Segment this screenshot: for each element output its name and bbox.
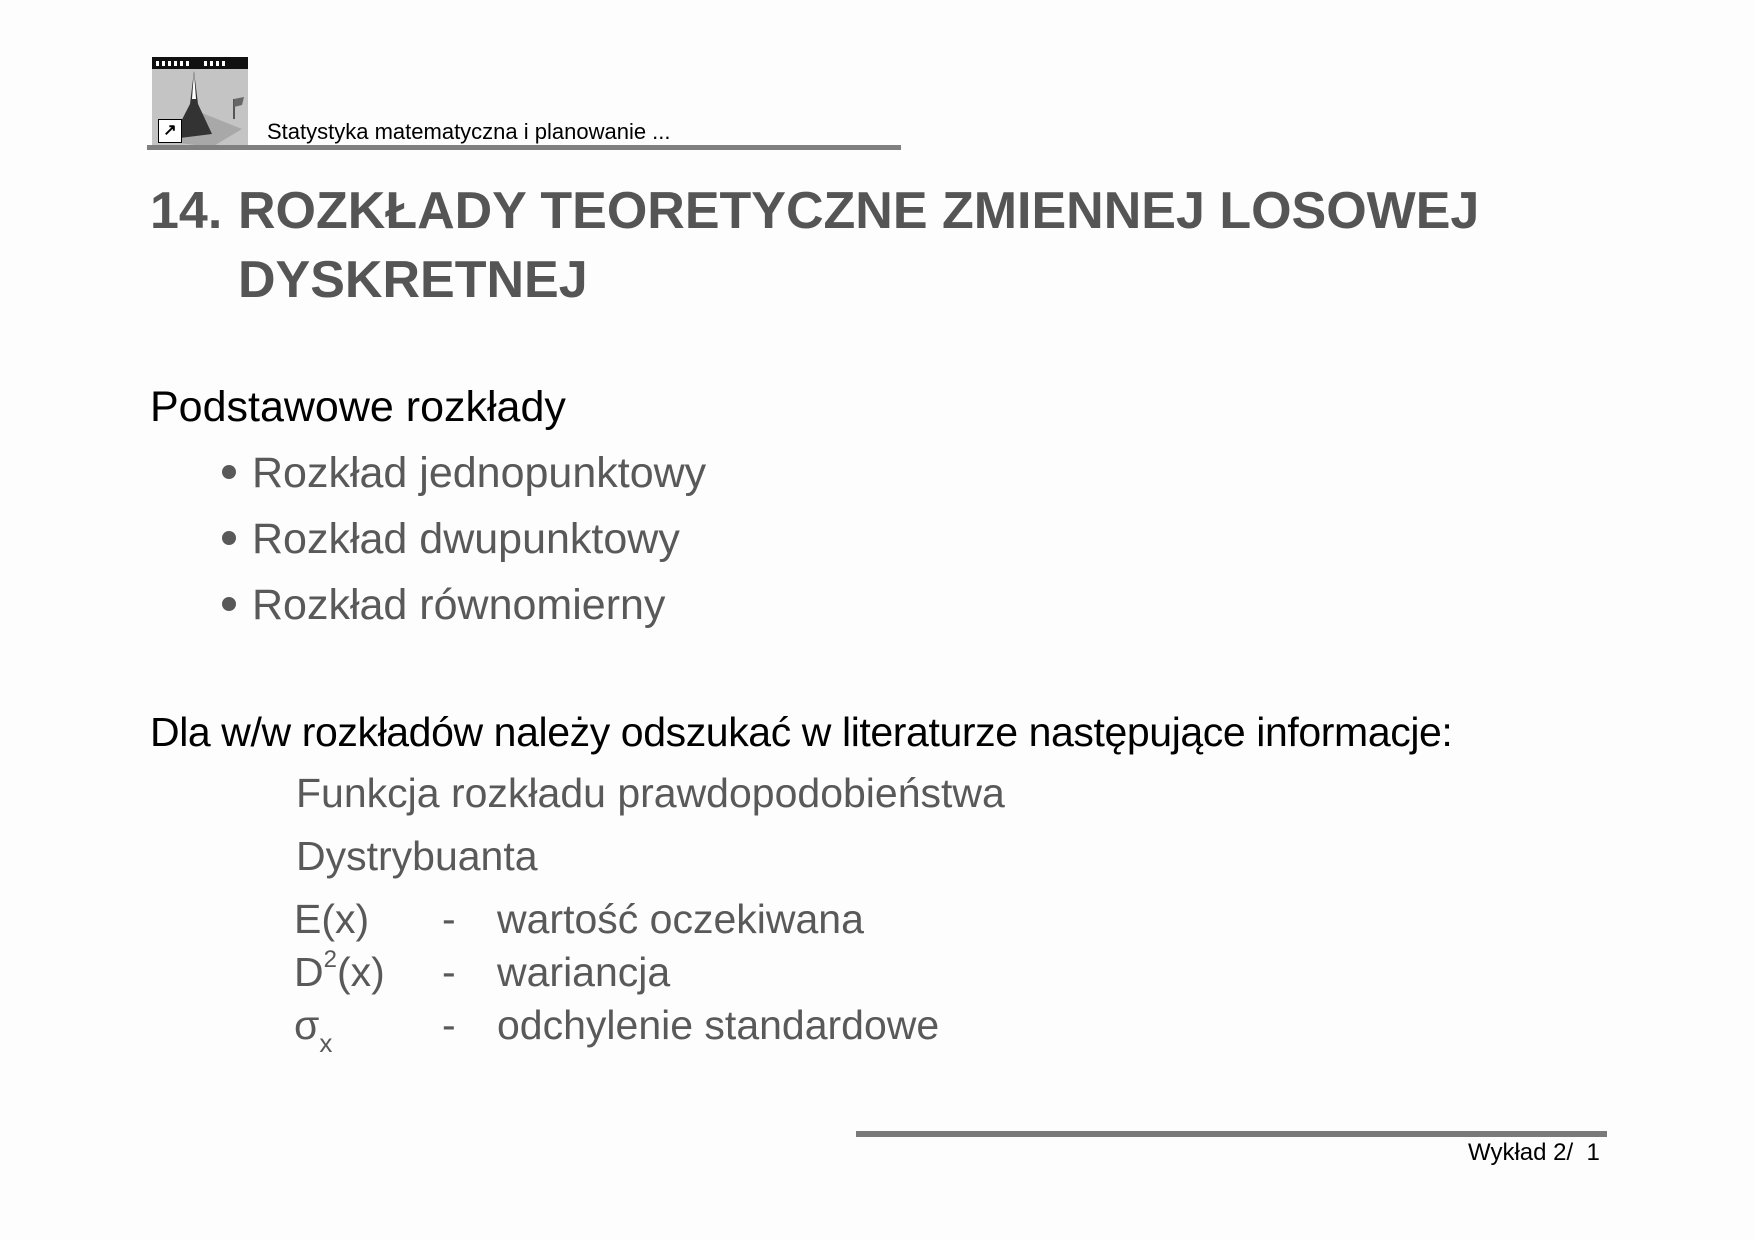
header-divider — [147, 145, 901, 150]
symbol-std-deviation — [294, 999, 333, 1059]
instructions-intro: Dla w/w rozkładów należy odszukać w literaturze następujące informacje: — [150, 709, 1453, 755]
symbol-superscript: 2 — [323, 946, 337, 974]
page-title-line-2: DYSKRETNEJ — [238, 251, 588, 309]
symbol-argument: (x) — [336, 949, 385, 995]
section-number: 14. — [150, 182, 223, 240]
list-item — [222, 513, 680, 565]
list-item-label: Rozkład dwupunktowy — [252, 515, 680, 563]
list-item-label: Rozkład równomierny — [252, 581, 666, 629]
definition-dash: - — [442, 949, 456, 995]
symbol-subscript: x — [319, 1028, 333, 1059]
symbol-expected-value: E(x) — [294, 896, 370, 942]
logo-film-bar — [152, 57, 248, 69]
logo-icon — [152, 57, 248, 147]
list-item — [222, 447, 706, 499]
definition-std-deviation: odchylenie standardowe — [497, 1002, 940, 1048]
symbol-base: σ — [294, 1002, 320, 1048]
bullet-icon — [222, 597, 236, 611]
definition-dash: - — [442, 1002, 456, 1048]
symbol-variance — [294, 946, 385, 998]
bullet-icon — [222, 531, 236, 545]
running-title: Statystyka matematyczna i planowanie ... — [267, 119, 671, 144]
footer-divider — [856, 1131, 1607, 1137]
info-item: Dystrybuanta — [296, 833, 538, 879]
symbol-base: D — [294, 949, 324, 995]
shortcut-arrow-icon: ↗ — [158, 119, 182, 143]
definition-expected-value: wartość oczekiwana — [497, 896, 864, 942]
list-item-label: Rozkład jednopunktowy — [252, 449, 707, 497]
page-title-line-1: ROZKŁADY TEORETYCZNE ZMIENNEJ LOSOWEJ — [238, 182, 1480, 240]
definition-variance: wariancja — [497, 949, 671, 995]
info-item: Funkcja rozkładu prawdopodobieństwa — [296, 770, 1005, 816]
definition-dash: - — [442, 896, 456, 942]
section-heading: Podstawowe rozkłady — [150, 383, 566, 431]
list-item — [222, 579, 665, 631]
page-number: Wykład 2/ 1 — [1468, 1139, 1600, 1166]
bullet-icon — [222, 465, 236, 479]
